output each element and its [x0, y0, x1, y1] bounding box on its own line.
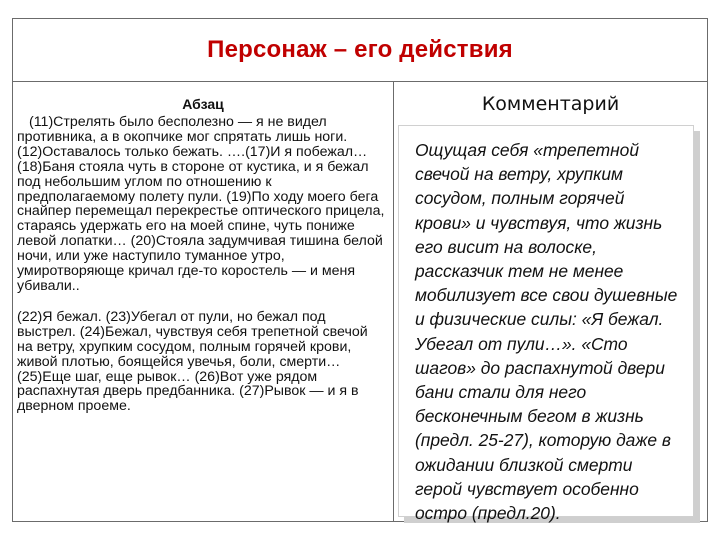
- comment-text: Ощущая себя «трепетной свечой на ветру, хрупким сосудом, полным горячей крови» и чувствуя, что жизнь его висит на волоске, рассказчик тем не менее мобилизует все свои душевные и физические силы: «Я бежал. Убегал от пули…». «Сто шагов» до распахнутой двери бани стали для него бесконечным бегом в жизнь (предл. 25-27), которую даже в ожидании близкой смерти герой чувствует особенно остро (предл.20).: [415, 140, 678, 524]
- slide-frame: [12, 18, 708, 522]
- column-header-comment: Комментарий: [481, 93, 620, 115]
- paragraph-2: (22)Я бежал. (23)Убегал от пули, но бежал под выстрел. (24)Бежал, чувствуя себя трепетной свечой на ветру, хрупким сосудом, полным горячей крови, живой плотью, боящейся увечья, боли, смерти… (25)Еще шаг, еще рывок… (26)Вот уже рядом распахнутая дверь предбанника. (27)Рывок — и я в дверном проеме.: [17, 308, 368, 415]
- column-header-paragraph: Абзац: [182, 96, 224, 112]
- paragraph-text: [17, 115, 385, 414]
- column-divider: [393, 81, 394, 521]
- title-bar: [13, 19, 707, 82]
- slide-title: Персонаж – его действия: [207, 36, 513, 63]
- paragraph-1: (11)Стрелять было бесполезно — я не видел противника, а в окопчике мог спрятать лишь ноги. (12)Оставалось только бежать. ….(17)И я побежал…(18)Баня стояла чуть в стороне от кустика, и я бежал под небольшим углом по отношению к предполагаемому полету пули. (19)По ходу моего бега снайпер перемещал перекрестье оптического прицела, стараясь удержать его на моей спине, чуть пониже левой лопатки… (20)Стояла задумчивая тишина белой ночи, или уже наступило туманное утро, умиротворяюще кричал где-то коростель — и меня убивали..: [17, 114, 385, 294]
- comment-card: [398, 125, 694, 524]
